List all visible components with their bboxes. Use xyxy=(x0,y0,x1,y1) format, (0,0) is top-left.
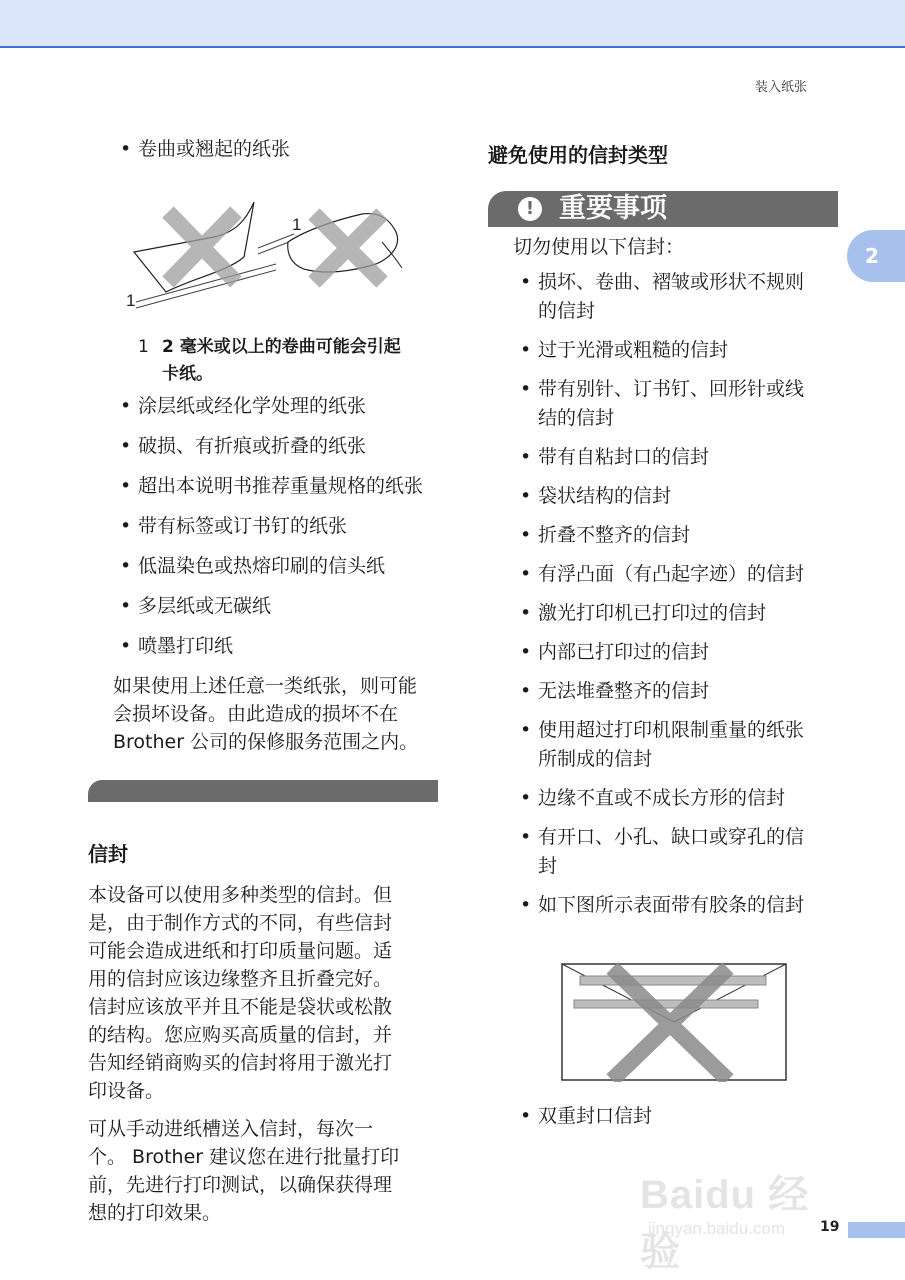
list-item-line: • 边缘不直或不成长方形的信封 xyxy=(538,787,786,809)
list-item-line: • 激光打印机已打印过的信封 xyxy=(538,602,767,624)
list-item-line: • 使用超过打印机限制重量的纸张 xyxy=(538,719,805,741)
paragraph-line: 可能会造成进纸和打印质量问题。适 xyxy=(88,940,393,962)
list-item-line: 所制成的信封 xyxy=(538,748,653,770)
section-divider-bar xyxy=(88,780,438,802)
figure-label-a: 1 xyxy=(126,291,136,310)
watermark-main-text: Baidu 经验 xyxy=(640,1173,810,1274)
envelopes-paragraph-1 xyxy=(88,881,438,1105)
paragraph-line: 想的打印效果。 xyxy=(88,1202,222,1224)
list-item: • 多层纸或无碳纸 xyxy=(88,592,438,621)
list-item xyxy=(488,891,838,920)
paragraph-line: 可从手动进纸槽送入信封，每次一 xyxy=(88,1118,374,1140)
paper-bullet-list xyxy=(88,392,438,661)
paragraph-line: 本设备可以使用多种类型的信封。但 xyxy=(88,884,393,906)
envelopes-heading: 信封 xyxy=(88,842,128,866)
page-number-bar xyxy=(848,1222,905,1238)
list-item xyxy=(488,716,838,774)
paragraph-line: 告知经销商购买的信封将用于激光打 xyxy=(88,1052,393,1074)
list-item xyxy=(488,375,838,433)
list-item-double-flap: • 双重封口信封 xyxy=(488,1102,838,1131)
list-item-line: 结的信封 xyxy=(538,407,615,429)
list-item xyxy=(488,784,838,813)
list-item-line: • 过于光滑或粗糙的信封 xyxy=(538,339,729,361)
list-item xyxy=(488,560,838,589)
top-band xyxy=(0,0,905,48)
list-item: • 涂层纸或经化学处理的纸张 xyxy=(88,392,438,421)
list-item-line: • 袋状结构的信封 xyxy=(538,485,672,507)
chapter-tab: 2 xyxy=(847,230,905,282)
left-column xyxy=(88,135,438,1227)
paragraph-line: 用的信封应该边缘整齐且折叠完好。 xyxy=(88,968,393,990)
list-item xyxy=(488,638,838,667)
list-item-line: • 折叠不整齐的信封 xyxy=(538,524,691,546)
caption-line: 2 毫米或以上的卷曲可能会引起 xyxy=(162,337,401,357)
important-intro: 切勿使用以下信封： xyxy=(513,236,685,258)
important-label: 重要事项 xyxy=(559,193,667,224)
list-item-line: • 有开口、小孔、缺口或穿孔的信 xyxy=(538,826,805,848)
right-column xyxy=(488,135,838,1131)
list-item xyxy=(488,521,838,550)
list-item: • 带有标签或订书钉的纸张 xyxy=(88,512,438,541)
list-item-line: • 有浮凸面（有凸起字迹）的信封 xyxy=(538,563,805,585)
list-item-line: • 损坏、卷曲、褶皱或形状不规则 xyxy=(538,271,805,293)
envelope-bullet-list xyxy=(488,268,838,920)
list-item xyxy=(488,677,838,706)
running-header: 装入纸张 xyxy=(754,80,807,95)
list-item-line: • 带有别针、订书钉、回形针或线 xyxy=(538,378,805,400)
figure-label-b: 1 xyxy=(292,215,302,234)
warning-line: 如果使用上述任意一类纸张，则可能 xyxy=(113,675,418,697)
warning-line: Brother 公司的保修服务范围之内。 xyxy=(113,731,419,753)
bullet-curled-paper: • 卷曲或翘起的纸张 xyxy=(88,135,438,164)
baidu-watermark xyxy=(640,1145,850,1274)
list-item-line: 的信封 xyxy=(538,300,596,322)
paragraph-line: 印设备。 xyxy=(88,1080,165,1102)
list-item: • 破损、有折痕或折叠的纸张 xyxy=(88,432,438,461)
list-item xyxy=(488,599,838,628)
exclamation-icon: ! xyxy=(518,197,542,221)
list-item xyxy=(488,823,838,881)
paragraph-line: 的结构。您应购买高质量的信封，并 xyxy=(88,1024,393,1046)
list-item-line: • 如下图所示表面带有胶条的信封 xyxy=(538,894,805,916)
paragraph-line: 个。 Brother 建议您在进行批量打印 xyxy=(88,1146,400,1168)
paragraph-line: 是，由于制作方式的不同，有些信封 xyxy=(88,912,393,934)
page-number: 19 xyxy=(820,1219,840,1235)
envelope-illustration xyxy=(560,960,800,1082)
paragraph-line: 信封应该放平并且不能是袋状或松散 xyxy=(88,996,393,1018)
paragraph-line: 前，先进行打印测试，以确保获得理 xyxy=(88,1174,393,1196)
list-item xyxy=(488,336,838,365)
important-banner xyxy=(488,191,838,227)
list-item xyxy=(488,482,838,511)
list-item: • 超出本说明书推荐重量规格的纸张 xyxy=(88,472,438,501)
list-item-line: • 带有自粘封口的信封 xyxy=(538,446,710,468)
list-item: • 喷墨打印纸 xyxy=(88,632,438,661)
warning-line: 会损坏设备。由此造成的损坏不在 xyxy=(113,703,399,725)
list-item xyxy=(488,268,838,326)
list-item-line: 封 xyxy=(538,855,558,877)
watermark-sub-text: jingyan.baidu.com xyxy=(648,1219,786,1238)
list-item: • 低温染色或热熔印刷的信头纸 xyxy=(88,552,438,581)
caption-line: 卡纸。 xyxy=(162,364,213,384)
list-item-line: • 无法堆叠整齐的信封 xyxy=(538,680,710,702)
warning-text xyxy=(113,672,438,756)
list-item-line: • 内部已打印过的信封 xyxy=(538,641,710,663)
list-item xyxy=(488,443,838,472)
envelope-types-heading: 避免使用的信封类型 xyxy=(488,143,668,167)
envelopes-paragraph-2 xyxy=(88,1115,438,1227)
caption-number: 1 xyxy=(138,337,149,357)
figure-caption xyxy=(88,334,438,388)
curled-paper-illustration xyxy=(126,202,426,312)
